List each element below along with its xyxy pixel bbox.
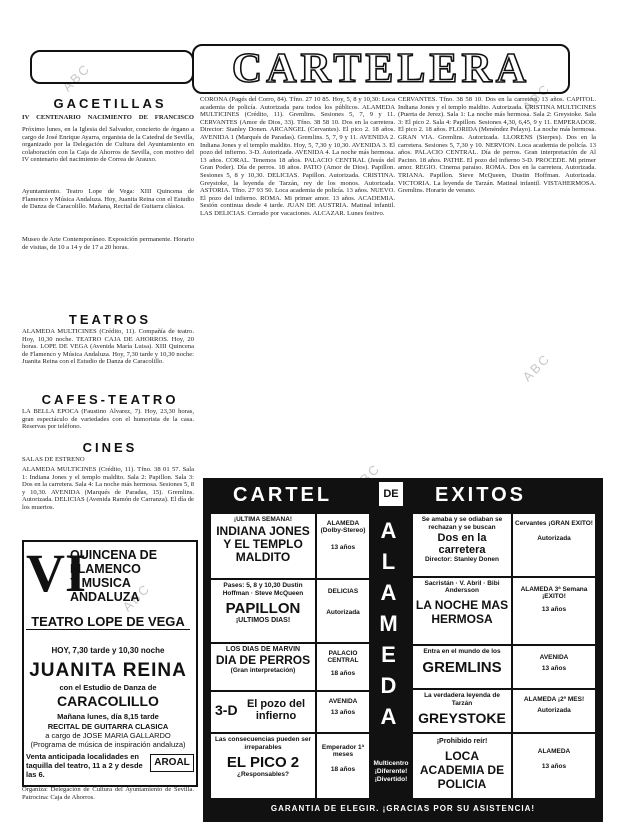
film-card: [413, 690, 511, 732]
film-venue: [317, 644, 369, 690]
teatros-text: ALAMEDA MULTICINES (Crédito, 11). Compañía de teatro. Hoy, 10,30 noche. TEATRO CAJA DE AHORROS. Hoy, 20 horas. LOPE DE VEGA (Avenida María Luisa). XIII Quincena de Flamenco y Música Andaluza. Hoy, 7,30 tarde y 10,30 noche: Juanita Reina con el Estudio de Danza de Caracolillo.: [22, 328, 194, 366]
ticket-info: Venta anticipada localidades en taquilla del teatro, 11 a 2 y desde las 6.: [26, 752, 143, 779]
film-venue: [513, 734, 595, 798]
film-venue: [513, 514, 595, 576]
film-title: Dos en la carretera: [437, 532, 487, 556]
cartel-title-left: CARTEL: [233, 484, 333, 506]
recital-program: (Programa de música de inspiración andaluza): [30, 740, 186, 749]
alameda-vertical: [375, 518, 407, 735]
section-heading-gacetillas: GACETILLAS: [53, 96, 167, 111]
age-rating: Autorizada: [537, 535, 571, 542]
recital-performer: a cargo de JOSE MARIA GALLARDO: [45, 731, 171, 740]
gacetillas-lead: IV CENTENARIO NACIMIENTO DE FRANCISCO: [22, 114, 194, 121]
alameda-letters: ALAMEDA: [376, 518, 401, 735]
age-rating: 13 años: [541, 763, 567, 770]
next-date: Mañana lunes, día 8,15 tarde: [57, 712, 159, 721]
festival-name-line: Y MUSICA ANDALUZA: [70, 576, 140, 604]
age-rating: 13 años: [330, 544, 356, 551]
age-rating: Autorizada: [537, 707, 571, 714]
ad-footer: Organiza: Delegación de Cultura del Ayuntamiento de Sevilla. Patrocina: Caja de Ahorros.: [22, 786, 194, 801]
film-tagline: Las consecuencias pueden ser irreparables: [214, 736, 312, 751]
cines-text: ALAMEDA MULTICINES (Crédito, 11). Tfno. 38 01 57. Sala 1: Indiana Jones y el templo maldito. Sala 2: Papillon. Sala 3: Dos en la carretera. Sala 4: La noche más hermosa. Sesiones 5, 8 y 10,30. AVENIDA (Marqués de Paradas, 15). Gremlins. Autorizada. DELICIAS (Avenida Ramón de Carranza). El día de los muertos.: [22, 466, 194, 511]
film-card: [413, 646, 511, 688]
film-card: [211, 580, 315, 642]
gacetillas-text: Ayuntamiento. Teatro Lope de Vega: XIII Quincena de Flamenco y Música Andaluza. Hoy, Juanita Reina con el Estudio de Danza de Caracolillo. Mañana, Recital de Guitarra clásica.: [22, 188, 194, 211]
film-venue: [513, 690, 595, 732]
show-time: HOY, 7,30 tarde y 10,30 noche: [51, 646, 165, 655]
cinema-name: Cervantes ¡GRAN EXITO!: [515, 520, 593, 527]
film-note: ¡ULTIMOS DIAS!: [235, 617, 291, 624]
dance-company: CARACOLILLO: [57, 693, 159, 709]
age-rating: 18 años: [330, 670, 356, 677]
film-venue: [317, 514, 369, 578]
film-card: [211, 734, 315, 798]
page-title: CARTELERA: [192, 44, 570, 94]
film-card: [413, 514, 511, 576]
header-frame: [30, 50, 194, 84]
film-tagline: Pases: 5, 8 y 10,30 Dustin Hoffman · Steve McQueen: [222, 582, 304, 597]
film-note: ¿Responsables?: [236, 771, 289, 778]
cartel-de-exitos: [203, 478, 603, 822]
film-venue: [317, 580, 369, 642]
artist-name: JUANITA REINA: [29, 660, 187, 681]
film-card: [413, 578, 511, 644]
cartel-title-right: EXITOS: [435, 484, 526, 506]
film-title: EL PICO 2: [226, 754, 300, 771]
cinema-name: DELICIAS: [327, 588, 359, 595]
section-heading-teatros: TEATROS: [68, 312, 152, 327]
cines-subheading: SALAS DE ESTRENO: [22, 456, 85, 463]
edition-number: VI: [26, 543, 87, 603]
age-rating: 13 años: [330, 709, 356, 716]
artist-with: con el Estudio de Danza de: [59, 683, 157, 692]
film-title: GREMLINS: [422, 659, 502, 676]
film-tagline: Entra en el mundo de los: [423, 648, 501, 655]
watermark: ABC: [119, 580, 154, 615]
cinema-name: ALAMEDA (Dolby-Stereo): [320, 520, 366, 534]
film-tagline: La verdadera leyenda de Tarzán: [424, 692, 500, 707]
recital-title: RECITAL DE GUITARRA CLASICA: [47, 722, 169, 731]
film-venue: [317, 692, 369, 732]
film-title: LOCA ACADEMIA DE POLICIA: [419, 749, 505, 791]
cinema-name: AVENIDA: [328, 698, 358, 705]
cartel-footer: GARANTIA DE ELEGIR. ¡GRACIAS POR SU ASISTENCIA!: [270, 804, 536, 813]
cinema-listings-middle: CORONA (Pagés del Corro, 84). Tfno. 27 10 85. Hoy, 5, 8 y 10,30: Loca academia de policía. Autorizada para todos los públicos. ALAMEDA MULTICINES (Crédito, 11). Gremlins. Sesiones 5, 7, 9 y 11. CERVANTES (Amor de Dios, 33). Tfno. 38 58 10. Dos en la carretera. Director: Stanley Donen. ARCANGEL (Cervantes). El pico 2. 18 años. AVENIDA 1 (Marqués de Paradas). Gremlins. 5, 7, 9 y 11. AVENIDA 2. Indiana Jones y el templo maldito. Hoy, 5, 7,30 y 10,30. AVENIDA 3. El pozo del infierno. 3-D. Autorizada. AVENIDA 4. La noche más hermosa. 13 años. CORAL. Tenemos 18 años. PALACIO CENTRAL (Jesús del Gran Poder). Día de perros. 18 años. PATIO (Amor de Dios). Papillon. Sesiones 5, 8 y 10,30. DELICIAS. Papillon. Autorizada. CRISTINA. Greystoke, la leyenda de Tarzán, rey de los monos. Autorizada. ASTORIA. Tfno. 27 93 50. Loca academia de policía. 13 años. NUEVO. El pozo del infierno. ROMA. Mi primer amor. 13 años. ACADEMIA. Sesión continua desde 4 tarde. JUAN DE AUSTRIA. Matinal infantil. LAS DELICIAS. Cerrado por vacaciones. ALCAZAR. Lunes festivo.: [200, 96, 395, 217]
gacetillas-text: Museo de Arte Contemporáneo. Exposición permanente. Horario de visitas, de 10 a 14 y de 17 a 20 horas.: [22, 236, 194, 251]
film-note: (Gran interpretación): [230, 667, 296, 674]
film-card: [211, 692, 315, 732]
sponsor-logo: AROAL: [150, 754, 194, 772]
age-rating: 18 años: [330, 766, 356, 773]
film-tagline: Se amaba y se odiaban se rechazan y se buscan: [421, 516, 503, 531]
cinema-name: ALAMEDA: [537, 748, 571, 755]
cafes-text: LA BELLA EPOCA (Faustino Álvarez, 7). Hoy, 23,30 horas, gran espectáculo de variedades con el humorista de la casa. Reservas por teléfono.: [22, 408, 194, 431]
age-rating: 13 años: [541, 606, 567, 613]
cinema-name: ALAMEDA ¡2º MES!: [523, 696, 585, 703]
alameda-tagline: Multicentro ¡Diferente! ¡Divertido!: [373, 760, 409, 783]
watermark: ABC: [519, 80, 554, 115]
gacetillas-text: Próximo lunes, en la Iglesia del Salvador, concierto de órgano a cargo de José Enrique Ayarra, organista de la Catedral de Sevilla, organizado por la Delegación de Cultura del Ayuntamiento en colaboración con la Caja de Ahorros de Sevilla, con motivo del IV centenario del nacimiento de Correa de Arauxo.: [22, 126, 194, 164]
film-note: Director: Stanley Donen: [424, 556, 500, 563]
festival-name: [70, 548, 190, 604]
film-tagline: Sacristán · V. Abril · Bibi Andersson: [424, 580, 500, 594]
cinema-name: Emperador 1ª meses: [321, 744, 365, 758]
festival-name-line: QUINCENA DE FLAMENCO: [70, 548, 158, 576]
film-tagline: LOS DIAS DE MARVIN: [225, 646, 301, 653]
film-card: [211, 644, 315, 690]
age-rating: 13 años: [541, 665, 567, 672]
film-card: [211, 514, 315, 578]
film-venue: [317, 734, 369, 798]
cinema-name: PALACIO CENTRAL: [327, 650, 359, 664]
film-title: LA NOCHE MAS HERMOSA: [415, 598, 509, 626]
cinema-name: AVENIDA: [539, 654, 569, 661]
film-card: [413, 734, 511, 798]
film-tagline: ¡ULTIMA SEMANA!: [233, 516, 293, 523]
film-tagline: 3-D: [215, 702, 238, 718]
section-heading-cafes: CAFES-TEATRO: [41, 392, 179, 407]
film-title: GREYSTOKE: [418, 710, 506, 726]
film-title: DIA DE PERROS: [215, 653, 311, 667]
film-title: INDIANA JONES Y EL TEMPLO MALDITO: [216, 524, 310, 564]
section-heading-cines: CINES: [82, 440, 138, 455]
watermark: ABC: [519, 350, 554, 385]
cinema-listings-right: CERVANTES. Tfno. 38 58 10. Dos en la carretera. 13 años. CAPITOL. Indiana Jones y el templo maldito. Autorizada. CRISTINA MULTICINES (Puerta de Jerez). Sala 1: La noche más hermosa. Sala 2: Greystoke. Sala 3: El pico 2. Sala 4: Papillon. Sesiones 4,30, 6,45, 9 y 11. EMPERADOR. El pico 2. 18 años. FLORIDA (Menéndez Pelayo). La noche más hermosa. GRAN VIA. Gremlins. Autorizada. LLORENS (Sierpes). Dos en la carretera. Sesiones 5, 7,30 y 10. NERVION. Loca academia de policía. 13 años. PALACIO CENTRAL. Día de perros. Gran interpretación de Al Pacino. 18 años. PATHE. El pozo del infierno 3-D. PROCEDE. Mi primer amor. REGIO. Cinema paraíso. ROMA. Dos en la carretera. Autorizada. TRIANA. Papillon. Steve McQueen, Dustin Hoffman. Autorizada. VICTORIA. La leyenda de Tarzán. Matinal infantil. VISTAHERMOSA. Gremlins. Horario de verano.: [398, 96, 596, 195]
film-title: El pozo del infierno: [246, 698, 306, 722]
cartel-title-mid: DE: [379, 482, 403, 506]
venue: TEATRO LOPE DE VEGA: [26, 614, 190, 630]
age-rating: Autorizada: [326, 609, 360, 616]
film-title: PAPILLON: [225, 600, 301, 617]
flamenco-ad-title: [26, 544, 190, 606]
watermark: ABC: [59, 60, 94, 95]
film-venue: [513, 578, 595, 644]
film-tagline: ¡Prohibido reír!: [436, 738, 488, 745]
cinema-name: ALAMEDA 3ª Semana ¡EXITO!: [520, 586, 588, 600]
film-venue: [513, 646, 595, 688]
